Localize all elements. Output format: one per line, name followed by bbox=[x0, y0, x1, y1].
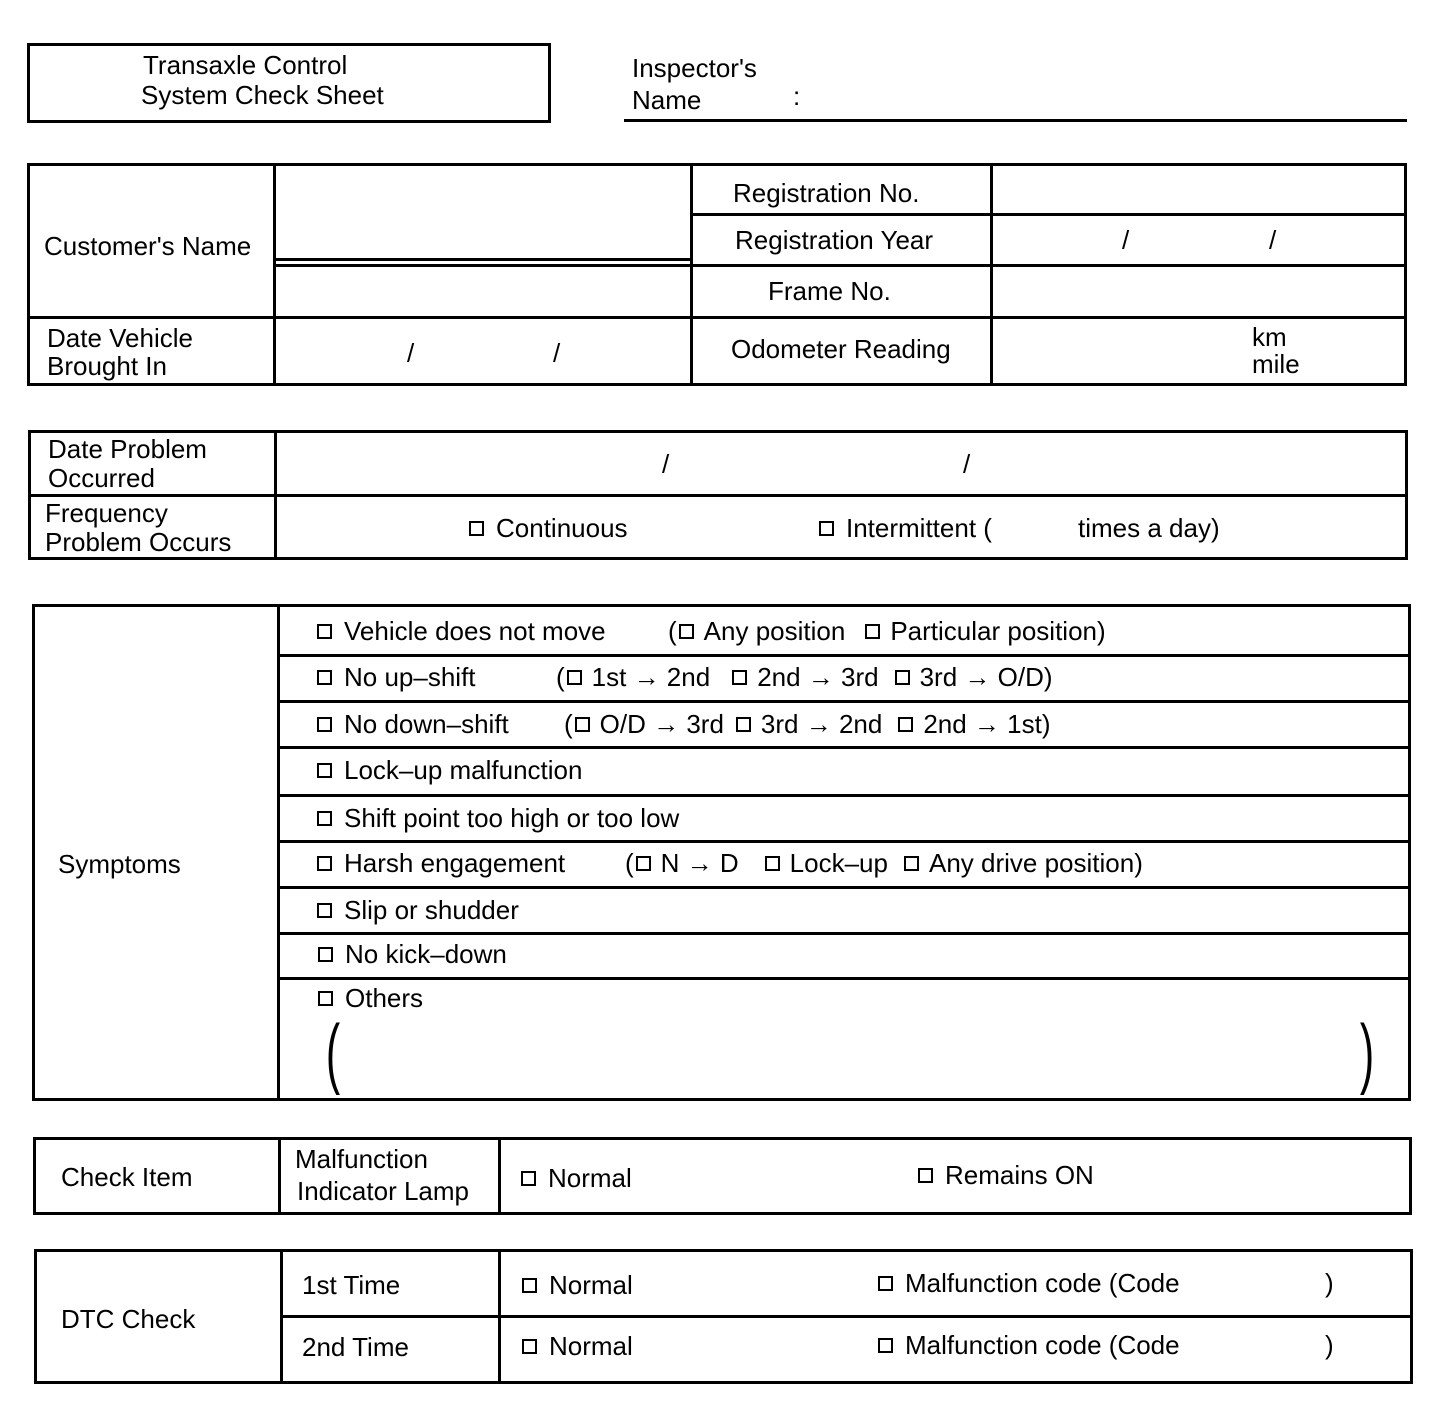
symptom-options bbox=[556, 663, 1053, 693]
inspector-label-line2: Name bbox=[632, 85, 702, 115]
checkbox-icon[interactable] bbox=[522, 1278, 537, 1293]
option-any-drive-position: Any drive position) bbox=[928, 848, 1143, 878]
symptom-shift-point[interactable] bbox=[317, 804, 679, 834]
divider bbox=[277, 886, 1411, 889]
symptom-no-up-shift[interactable] bbox=[317, 663, 476, 693]
checkbox-icon[interactable] bbox=[765, 856, 780, 871]
intermittent-label: Intermittent ( bbox=[846, 513, 992, 543]
inspector-label-line1: Inspector's bbox=[632, 53, 757, 83]
registration-no-label: Registration No. bbox=[733, 178, 920, 208]
customer-name-label: Customer's Name bbox=[44, 231, 252, 261]
checkbox-icon[interactable] bbox=[732, 670, 747, 685]
divider bbox=[273, 258, 690, 261]
remains-on-label: Remains ON bbox=[945, 1160, 1094, 1190]
odometer-label: Odometer Reading bbox=[731, 334, 951, 364]
divider bbox=[273, 264, 690, 267]
dtc-first-close-paren: ) bbox=[1325, 1268, 1334, 1298]
continuous-option[interactable] bbox=[469, 514, 628, 544]
option-2nd-1st: 2nd → 1st) bbox=[923, 709, 1051, 739]
divider bbox=[27, 316, 1407, 319]
intermittent-option[interactable] bbox=[819, 514, 992, 544]
dtc-second-normal-option[interactable] bbox=[522, 1332, 633, 1362]
customer-name-field-2[interactable] bbox=[278, 270, 686, 312]
divider bbox=[273, 163, 276, 386]
checkbox-icon[interactable] bbox=[918, 1168, 933, 1183]
symptom-label: Vehicle does not move bbox=[344, 616, 606, 646]
symptom-options bbox=[668, 617, 1106, 647]
malfunction-code-label: Malfunction code (Code bbox=[905, 1330, 1180, 1360]
symptom-slip-or-shudder[interactable] bbox=[317, 896, 519, 926]
option-2nd-3rd: 2nd → 3rd bbox=[757, 662, 879, 692]
checkbox-icon[interactable] bbox=[865, 624, 880, 639]
mil-label-line2: Indicator Lamp bbox=[297, 1176, 469, 1206]
open-paren: ( bbox=[625, 848, 634, 878]
dtc-check-label: DTC Check bbox=[61, 1304, 196, 1334]
frame-no-label: Frame No. bbox=[768, 276, 891, 306]
symptom-options bbox=[564, 710, 1051, 740]
symptom-no-down-shift[interactable] bbox=[317, 710, 509, 740]
checkbox-icon[interactable] bbox=[819, 521, 834, 536]
checkbox-icon[interactable] bbox=[318, 991, 333, 1006]
mil-label-line1: Malfunction bbox=[295, 1144, 428, 1174]
date-occurred-separator: / bbox=[963, 449, 971, 479]
divider bbox=[277, 700, 1411, 703]
symptom-label: Others bbox=[345, 983, 424, 1013]
mil-normal-option[interactable] bbox=[521, 1164, 632, 1194]
option-particular-position: Particular position) bbox=[890, 616, 1106, 646]
symptoms-label: Symptoms bbox=[58, 849, 181, 879]
times-a-day-label: times a day) bbox=[1078, 513, 1220, 543]
dtc-second-malfunction-option[interactable] bbox=[878, 1331, 1180, 1361]
divider bbox=[277, 654, 1411, 657]
option-3rd-od: 3rd → O/D) bbox=[919, 662, 1053, 692]
symptom-no-kick-down[interactable] bbox=[318, 940, 507, 970]
symptom-label: No up–shift bbox=[344, 662, 476, 692]
option-3rd-2nd: 3rd → 2nd bbox=[760, 709, 883, 739]
divider bbox=[28, 494, 1408, 497]
divider bbox=[990, 163, 993, 386]
frequency-label-line2: Problem Occurs bbox=[45, 527, 232, 557]
check-item-label: Check Item bbox=[61, 1162, 193, 1192]
option-1st-2nd: 1st → 2nd bbox=[591, 662, 711, 692]
date-brought-label-line1: Date Vehicle bbox=[47, 323, 193, 353]
symptom-vehicle-does-not-move[interactable] bbox=[317, 617, 606, 647]
checkbox-icon[interactable] bbox=[567, 670, 582, 685]
open-paren: ( bbox=[668, 616, 677, 646]
frame-no-field[interactable] bbox=[995, 270, 1403, 312]
continuous-label: Continuous bbox=[496, 513, 628, 543]
divider bbox=[277, 932, 1411, 935]
dtc-first-normal-option[interactable] bbox=[522, 1271, 633, 1301]
registration-year-label: Registration Year bbox=[735, 225, 934, 255]
symptom-label: Lock–up malfunction bbox=[344, 755, 583, 785]
dtc-first-time-label: 1st Time bbox=[302, 1270, 401, 1300]
checkbox-icon[interactable] bbox=[636, 856, 651, 871]
others-description-field[interactable] bbox=[350, 1020, 1350, 1090]
checkbox-icon[interactable] bbox=[878, 1338, 893, 1353]
symptom-lock-up-malfunction[interactable] bbox=[317, 756, 582, 786]
checkbox-icon[interactable] bbox=[522, 1339, 537, 1354]
symptom-options bbox=[625, 849, 1143, 879]
date-brought-separator: / bbox=[553, 338, 561, 368]
divider bbox=[277, 840, 1411, 843]
date-brought-separator: / bbox=[407, 338, 415, 368]
checkbox-icon[interactable] bbox=[318, 947, 333, 962]
divider bbox=[277, 604, 280, 1101]
others-close-paren: ) bbox=[1359, 1008, 1375, 1096]
dtc-second-close-paren: ) bbox=[1325, 1330, 1334, 1360]
dtc-second-time-label: 2nd Time bbox=[302, 1332, 409, 1362]
symptom-label: No kick–down bbox=[345, 939, 507, 969]
mil-remains-on-option[interactable] bbox=[918, 1161, 1094, 1191]
date-occurred-separator: / bbox=[662, 449, 670, 479]
divider bbox=[498, 1137, 501, 1215]
checkbox-icon[interactable] bbox=[469, 521, 484, 536]
option-any-position: Any position bbox=[703, 616, 846, 646]
registration-no-field[interactable] bbox=[995, 168, 1403, 210]
sheet-title-line1: Transaxle Control bbox=[143, 50, 348, 80]
check-item-table bbox=[33, 1137, 1412, 1215]
normal-label: Normal bbox=[548, 1163, 632, 1193]
checkbox-icon[interactable] bbox=[679, 624, 694, 639]
checkbox-icon[interactable] bbox=[521, 1171, 536, 1186]
inspector-name-field[interactable] bbox=[624, 119, 1407, 122]
divider bbox=[690, 213, 1407, 216]
sheet-title-line2: System Check Sheet bbox=[141, 80, 384, 110]
checkbox-icon[interactable] bbox=[898, 717, 913, 732]
divider bbox=[277, 746, 1411, 749]
checkbox-icon[interactable] bbox=[317, 856, 332, 871]
date-occurred-label-line1: Date Problem bbox=[48, 434, 207, 464]
divider bbox=[280, 1315, 1413, 1318]
divider bbox=[278, 1137, 281, 1215]
divider bbox=[690, 163, 693, 386]
others-open-paren: ( bbox=[325, 1008, 341, 1096]
checkbox-icon[interactable] bbox=[317, 717, 332, 732]
normal-label: Normal bbox=[549, 1331, 633, 1361]
symptom-label: Harsh engagement bbox=[344, 848, 566, 878]
odometer-unit-km: km bbox=[1252, 322, 1287, 352]
date-brought-label-line2: Brought In bbox=[47, 351, 167, 381]
checkbox-icon[interactable] bbox=[317, 670, 332, 685]
option-lock-up: Lock–up bbox=[789, 848, 888, 878]
registration-year-separator: / bbox=[1269, 225, 1277, 255]
checkbox-icon[interactable] bbox=[895, 670, 910, 685]
odometer-unit-mile: mile bbox=[1252, 349, 1300, 379]
checkbox-icon[interactable] bbox=[736, 717, 751, 732]
date-occurred-label-line2: Occurred bbox=[48, 463, 155, 493]
symptom-harsh-engagement[interactable] bbox=[317, 849, 565, 879]
checkbox-icon[interactable] bbox=[317, 903, 332, 918]
divider bbox=[277, 977, 1411, 980]
open-paren: ( bbox=[564, 709, 573, 739]
frequency-label-line1: Frequency bbox=[45, 498, 168, 528]
symptom-label: Shift point too high or too low bbox=[344, 803, 680, 833]
symptom-label: Slip or shudder bbox=[344, 895, 519, 925]
malfunction-code-label: Malfunction code (Code bbox=[905, 1268, 1180, 1298]
open-paren: ( bbox=[556, 662, 565, 692]
normal-label: Normal bbox=[549, 1270, 633, 1300]
customer-name-field[interactable] bbox=[278, 168, 686, 254]
checkbox-icon[interactable] bbox=[878, 1276, 893, 1291]
checkbox-icon[interactable] bbox=[575, 717, 590, 732]
registration-year-separator: / bbox=[1122, 225, 1130, 255]
checkbox-icon[interactable] bbox=[317, 624, 332, 639]
dtc-first-malfunction-option[interactable] bbox=[878, 1269, 1180, 1299]
checkbox-icon[interactable] bbox=[904, 856, 919, 871]
checkbox-icon[interactable] bbox=[317, 811, 332, 826]
divider bbox=[690, 264, 1407, 267]
option-n-d: N → D bbox=[660, 848, 739, 878]
checkbox-icon[interactable] bbox=[317, 763, 332, 778]
symptom-label: No down–shift bbox=[344, 709, 509, 739]
inspector-colon: : bbox=[793, 81, 801, 111]
option-od-3rd: O/D → 3rd bbox=[599, 709, 724, 739]
divider bbox=[277, 794, 1411, 797]
